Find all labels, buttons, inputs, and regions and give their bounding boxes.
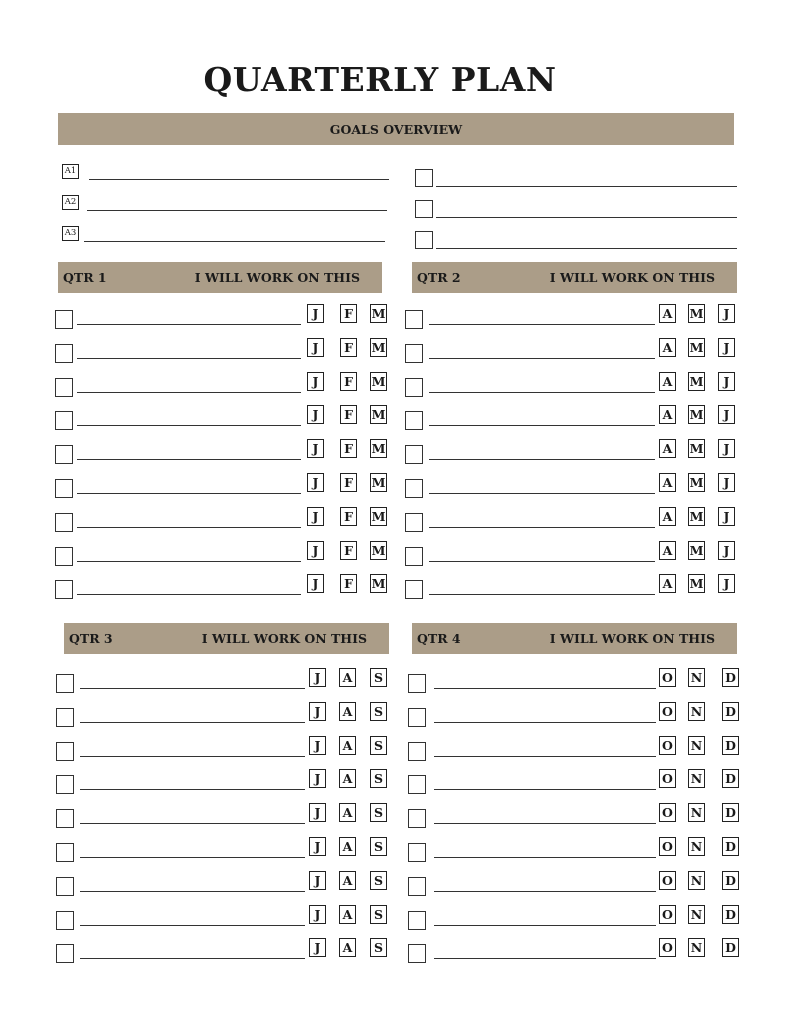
task-checkbox[interactable] bbox=[55, 513, 73, 532]
month-box[interactable]: N bbox=[688, 803, 705, 822]
task-row bbox=[405, 507, 745, 533]
goal-write-line[interactable] bbox=[436, 217, 737, 218]
month-box[interactable]: M bbox=[689, 475, 704, 490]
month-box[interactable]: M bbox=[371, 576, 386, 591]
month-box[interactable]: J bbox=[307, 405, 324, 424]
month-box[interactable]: M bbox=[689, 509, 704, 524]
task-write-line[interactable] bbox=[80, 688, 305, 689]
task-row bbox=[56, 769, 396, 795]
month-box[interactable]: J bbox=[718, 338, 735, 357]
month-box[interactable]: N bbox=[688, 905, 705, 924]
task-checkbox[interactable] bbox=[408, 674, 426, 693]
task-row bbox=[56, 938, 396, 964]
qtr1-work-heading: I WILL WORK ON THIS bbox=[194, 270, 360, 285]
goal-checkbox-row[interactable] bbox=[415, 169, 737, 189]
goal-checkbox[interactable] bbox=[415, 231, 433, 249]
month-box[interactable]: J bbox=[307, 304, 324, 323]
month-box[interactable]: M bbox=[371, 407, 386, 422]
month-box[interactable]: A bbox=[339, 702, 356, 721]
task-checkbox[interactable] bbox=[55, 344, 73, 363]
qtr4-label: QTR 4 bbox=[417, 631, 461, 646]
task-write-line[interactable] bbox=[80, 958, 305, 959]
task-write-line[interactable] bbox=[80, 823, 305, 824]
month-box[interactable]: J bbox=[309, 938, 326, 957]
month-box[interactable]: S bbox=[370, 905, 387, 924]
month-box[interactable]: J bbox=[718, 372, 735, 391]
task-write-line[interactable] bbox=[77, 459, 301, 460]
month-box[interactable]: J bbox=[307, 541, 324, 560]
task-write-line[interactable] bbox=[434, 756, 656, 757]
month-box[interactable]: A bbox=[659, 574, 676, 593]
task-row bbox=[55, 574, 395, 600]
qtr3-work-heading: I WILL WORK ON THIS bbox=[201, 631, 367, 646]
goal-write-line[interactable] bbox=[84, 241, 385, 242]
task-row bbox=[405, 372, 745, 398]
month-box[interactable]: A bbox=[339, 769, 356, 788]
task-row bbox=[405, 541, 745, 567]
task-row bbox=[55, 507, 395, 533]
task-checkbox[interactable] bbox=[405, 513, 423, 532]
month-box[interactable]: S bbox=[370, 837, 387, 856]
task-row bbox=[405, 574, 745, 600]
month-box[interactable]: A bbox=[659, 304, 676, 323]
goals-overview-heading: GOALS OVERVIEW bbox=[329, 121, 463, 137]
task-write-line[interactable] bbox=[429, 594, 655, 595]
task-write-line[interactable] bbox=[77, 594, 301, 595]
goals-overview-banner bbox=[58, 113, 734, 145]
month-box[interactable]: A bbox=[659, 507, 676, 526]
month-box[interactable]: S bbox=[370, 702, 387, 721]
task-row bbox=[408, 702, 748, 728]
month-box[interactable]: J bbox=[307, 338, 324, 357]
task-write-line[interactable] bbox=[434, 925, 656, 926]
task-checkbox[interactable] bbox=[56, 708, 74, 727]
task-write-line[interactable] bbox=[429, 425, 655, 426]
task-checkbox[interactable] bbox=[408, 742, 426, 761]
task-checkbox[interactable] bbox=[56, 775, 74, 794]
page-title: QUARTERLY PLAN bbox=[203, 60, 557, 99]
qtr3-label: QTR 3 bbox=[69, 631, 113, 646]
month-box[interactable]: A bbox=[659, 405, 676, 424]
goal-row[interactable] bbox=[62, 224, 392, 244]
month-box[interactable]: J bbox=[718, 304, 735, 323]
task-write-line[interactable] bbox=[429, 358, 655, 359]
month-box[interactable]: S bbox=[370, 803, 387, 822]
month-box[interactable]: J bbox=[307, 473, 324, 492]
month-box[interactable]: F bbox=[340, 338, 357, 357]
qtr4-work-heading: I WILL WORK ON THIS bbox=[549, 631, 715, 646]
task-checkbox[interactable] bbox=[405, 411, 423, 430]
month-box[interactable]: J bbox=[307, 507, 324, 526]
month-box[interactable]: N bbox=[688, 736, 705, 755]
task-checkbox[interactable] bbox=[405, 344, 423, 363]
task-checkbox[interactable] bbox=[56, 843, 74, 862]
task-row bbox=[408, 871, 748, 897]
task-checkbox[interactable] bbox=[405, 547, 423, 566]
month-box[interactable]: J bbox=[718, 541, 735, 560]
task-write-line[interactable] bbox=[434, 688, 656, 689]
month-box[interactable]: M bbox=[689, 340, 704, 355]
goal-write-line[interactable] bbox=[436, 248, 737, 249]
qtr1-banner bbox=[58, 262, 382, 293]
month-box[interactable]: M bbox=[371, 543, 386, 558]
month-box[interactable]: M bbox=[689, 441, 704, 456]
task-row bbox=[55, 439, 395, 465]
task-checkbox[interactable] bbox=[408, 944, 426, 963]
task-write-line[interactable] bbox=[429, 493, 655, 494]
goal-write-line[interactable] bbox=[89, 179, 389, 180]
month-box[interactable]: A bbox=[339, 736, 356, 755]
month-box[interactable]: N bbox=[688, 668, 705, 687]
task-write-line[interactable] bbox=[77, 392, 301, 393]
task-checkbox[interactable] bbox=[55, 411, 73, 430]
task-row bbox=[56, 803, 396, 829]
month-box[interactable]: D bbox=[722, 668, 739, 687]
month-box[interactable]: M bbox=[371, 306, 386, 321]
month-box[interactable]: M bbox=[371, 475, 386, 490]
month-box[interactable]: N bbox=[688, 837, 705, 856]
month-box[interactable]: J bbox=[718, 405, 735, 424]
month-box[interactable]: F bbox=[340, 405, 357, 424]
month-box[interactable]: M bbox=[371, 441, 386, 456]
task-row bbox=[55, 473, 395, 499]
task-checkbox[interactable] bbox=[405, 445, 423, 464]
month-box[interactable]: A bbox=[659, 338, 676, 357]
task-write-line[interactable] bbox=[77, 561, 301, 562]
month-box[interactable]: J bbox=[309, 837, 326, 856]
task-row bbox=[408, 769, 748, 795]
task-checkbox[interactable] bbox=[56, 911, 74, 930]
month-box[interactable]: F bbox=[340, 304, 357, 323]
task-checkbox[interactable] bbox=[55, 310, 73, 329]
month-box[interactable]: J bbox=[718, 473, 735, 492]
task-row bbox=[56, 905, 396, 931]
qtr2-work-heading: I WILL WORK ON THIS bbox=[549, 270, 715, 285]
month-box[interactable]: M bbox=[689, 543, 704, 558]
month-box[interactable]: D bbox=[722, 769, 739, 788]
month-box[interactable]: F bbox=[340, 541, 357, 560]
task-checkbox[interactable] bbox=[408, 877, 426, 896]
month-box[interactable]: A bbox=[339, 837, 356, 856]
month-box[interactable]: A bbox=[339, 668, 356, 687]
month-box[interactable]: F bbox=[340, 439, 357, 458]
goal-checkbox-row[interactable] bbox=[415, 200, 737, 220]
task-row bbox=[405, 405, 745, 431]
task-checkbox[interactable] bbox=[55, 445, 73, 464]
month-box[interactable]: M bbox=[371, 374, 386, 389]
month-box[interactable]: N bbox=[688, 702, 705, 721]
task-checkbox[interactable] bbox=[55, 580, 73, 599]
task-checkbox[interactable] bbox=[405, 378, 423, 397]
task-write-line[interactable] bbox=[80, 722, 305, 723]
task-row bbox=[405, 473, 745, 499]
month-box[interactable]: O bbox=[659, 803, 676, 822]
month-box[interactable]: J bbox=[309, 668, 326, 687]
task-checkbox[interactable] bbox=[56, 809, 74, 828]
task-row bbox=[56, 736, 396, 762]
task-write-line[interactable] bbox=[434, 823, 656, 824]
month-box[interactable]: A bbox=[339, 803, 356, 822]
task-write-line[interactable] bbox=[80, 925, 305, 926]
goal-row[interactable] bbox=[62, 193, 392, 213]
month-box[interactable]: S bbox=[370, 871, 387, 890]
month-box[interactable]: M bbox=[689, 306, 704, 321]
task-write-line[interactable] bbox=[77, 324, 301, 325]
goal-checkbox[interactable] bbox=[415, 200, 433, 218]
month-box[interactable]: S bbox=[370, 668, 387, 687]
task-write-line[interactable] bbox=[434, 891, 656, 892]
goal-tag-label: A1 bbox=[62, 164, 79, 179]
month-box[interactable]: J bbox=[307, 574, 324, 593]
month-box[interactable]: O bbox=[659, 938, 676, 957]
month-box[interactable]: J bbox=[309, 871, 326, 890]
month-box[interactable]: J bbox=[307, 372, 324, 391]
task-write-line[interactable] bbox=[77, 425, 301, 426]
month-box[interactable]: J bbox=[718, 507, 735, 526]
month-box[interactable]: D bbox=[722, 803, 739, 822]
qtr2-banner bbox=[412, 262, 737, 293]
task-write-line[interactable] bbox=[429, 459, 655, 460]
month-box[interactable]: F bbox=[340, 372, 357, 391]
task-checkbox[interactable] bbox=[405, 580, 423, 599]
task-row bbox=[56, 837, 396, 863]
task-write-line[interactable] bbox=[434, 958, 656, 959]
task-row bbox=[55, 372, 395, 398]
qtr1-label: QTR 1 bbox=[63, 270, 107, 285]
task-write-line[interactable] bbox=[77, 527, 301, 528]
month-box[interactable]: A bbox=[339, 871, 356, 890]
task-row bbox=[405, 338, 745, 364]
task-checkbox[interactable] bbox=[56, 674, 74, 693]
month-box[interactable]: D bbox=[722, 871, 739, 890]
month-box[interactable]: S bbox=[370, 769, 387, 788]
task-write-line[interactable] bbox=[80, 857, 305, 858]
task-checkbox[interactable] bbox=[405, 479, 423, 498]
task-row bbox=[56, 668, 396, 694]
task-write-line[interactable] bbox=[429, 561, 655, 562]
task-write-line[interactable] bbox=[77, 493, 301, 494]
task-checkbox[interactable] bbox=[408, 843, 426, 862]
month-box[interactable]: J bbox=[307, 439, 324, 458]
month-box[interactable]: J bbox=[718, 574, 735, 593]
month-box[interactable]: D bbox=[722, 938, 739, 957]
month-box[interactable]: O bbox=[659, 871, 676, 890]
task-write-line[interactable] bbox=[80, 756, 305, 757]
task-row bbox=[408, 938, 748, 964]
month-box[interactable]: O bbox=[659, 837, 676, 856]
month-box[interactable]: O bbox=[659, 736, 676, 755]
task-write-line[interactable] bbox=[429, 324, 655, 325]
task-checkbox[interactable] bbox=[405, 310, 423, 329]
month-box[interactable]: D bbox=[722, 736, 739, 755]
task-write-line[interactable] bbox=[434, 857, 656, 858]
task-row bbox=[55, 541, 395, 567]
month-box[interactable]: S bbox=[370, 938, 387, 957]
task-write-line[interactable] bbox=[77, 358, 301, 359]
qtr2-label: QTR 2 bbox=[417, 270, 461, 285]
month-box[interactable]: M bbox=[689, 374, 704, 389]
task-write-line[interactable] bbox=[80, 789, 305, 790]
month-box[interactable]: S bbox=[370, 736, 387, 755]
qtr3-banner bbox=[64, 623, 389, 654]
month-box[interactable]: J bbox=[309, 905, 326, 924]
task-row bbox=[405, 304, 745, 330]
month-box[interactable]: O bbox=[659, 668, 676, 687]
task-row bbox=[55, 405, 395, 431]
month-box[interactable]: A bbox=[659, 541, 676, 560]
month-box[interactable]: O bbox=[659, 905, 676, 924]
month-box[interactable]: A bbox=[339, 938, 356, 957]
month-box[interactable]: D bbox=[722, 702, 739, 721]
task-row bbox=[55, 338, 395, 364]
task-checkbox[interactable] bbox=[55, 479, 73, 498]
task-row bbox=[56, 702, 396, 728]
month-box[interactable]: A bbox=[659, 473, 676, 492]
task-checkbox[interactable] bbox=[408, 809, 426, 828]
task-checkbox[interactable] bbox=[56, 877, 74, 896]
month-box[interactable]: N bbox=[688, 769, 705, 788]
goal-tag-label: A3 bbox=[62, 226, 79, 241]
month-box[interactable]: O bbox=[659, 769, 676, 788]
task-checkbox[interactable] bbox=[408, 775, 426, 794]
month-box[interactable]: A bbox=[659, 372, 676, 391]
task-row bbox=[408, 736, 748, 762]
month-box[interactable]: M bbox=[371, 509, 386, 524]
month-box[interactable]: O bbox=[659, 702, 676, 721]
goal-checkbox[interactable] bbox=[415, 169, 433, 187]
task-checkbox[interactable] bbox=[408, 911, 426, 930]
month-box[interactable]: A bbox=[339, 905, 356, 924]
task-checkbox[interactable] bbox=[55, 378, 73, 397]
month-box[interactable]: D bbox=[722, 837, 739, 856]
month-box[interactable]: J bbox=[309, 702, 326, 721]
month-box[interactable]: J bbox=[309, 803, 326, 822]
goal-write-line[interactable] bbox=[87, 210, 387, 211]
month-box[interactable]: F bbox=[340, 574, 357, 593]
task-row bbox=[408, 837, 748, 863]
goal-tag-label: A2 bbox=[62, 195, 79, 210]
task-row bbox=[408, 668, 748, 694]
task-write-line[interactable] bbox=[434, 789, 656, 790]
goal-checkbox-row[interactable] bbox=[415, 231, 737, 251]
month-box[interactable]: F bbox=[340, 507, 357, 526]
month-box[interactable]: N bbox=[688, 938, 705, 957]
task-row bbox=[55, 304, 395, 330]
task-row bbox=[408, 803, 748, 829]
month-box[interactable]: J bbox=[309, 736, 326, 755]
month-box[interactable]: J bbox=[309, 769, 326, 788]
goal-row[interactable] bbox=[62, 162, 392, 182]
qtr4-banner bbox=[412, 623, 737, 654]
task-checkbox[interactable] bbox=[56, 742, 74, 761]
task-row bbox=[405, 439, 745, 465]
month-box[interactable]: J bbox=[718, 439, 735, 458]
task-write-line[interactable] bbox=[429, 527, 655, 528]
month-box[interactable]: D bbox=[722, 905, 739, 924]
task-checkbox[interactable] bbox=[408, 708, 426, 727]
month-box[interactable]: F bbox=[340, 473, 357, 492]
month-box[interactable]: M bbox=[689, 576, 704, 591]
month-box[interactable]: A bbox=[659, 439, 676, 458]
task-write-line[interactable] bbox=[434, 722, 656, 723]
task-write-line[interactable] bbox=[80, 891, 305, 892]
month-box[interactable]: M bbox=[371, 340, 386, 355]
task-checkbox[interactable] bbox=[56, 944, 74, 963]
goal-write-line[interactable] bbox=[436, 186, 737, 187]
month-box[interactable]: N bbox=[688, 871, 705, 890]
task-row bbox=[56, 871, 396, 897]
task-write-line[interactable] bbox=[429, 392, 655, 393]
month-box[interactable]: M bbox=[689, 407, 704, 422]
task-row bbox=[408, 905, 748, 931]
task-checkbox[interactable] bbox=[55, 547, 73, 566]
